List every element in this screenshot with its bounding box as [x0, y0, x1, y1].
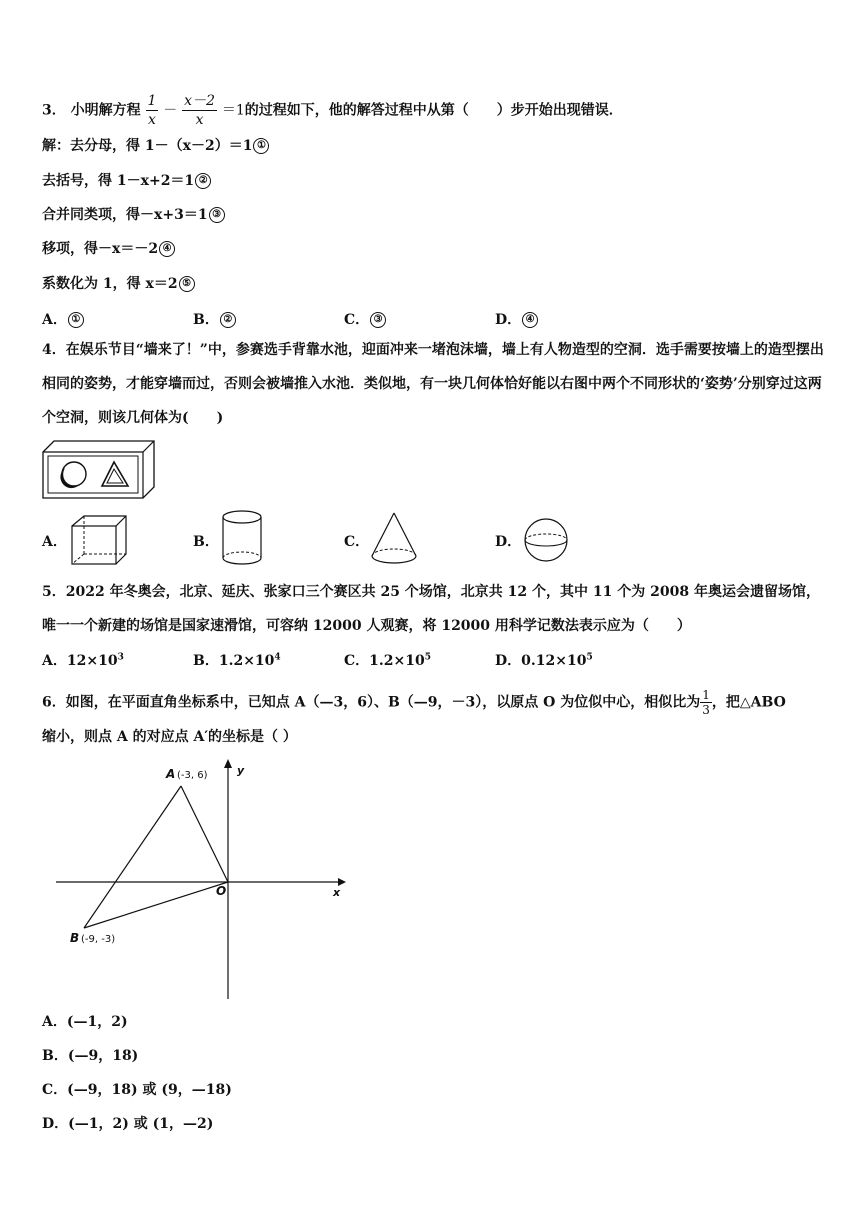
q6-ratio-fraction: $\frac{1}{3}$	[702, 688, 710, 717]
step-marker: ①	[253, 138, 269, 154]
point-a-label: A	[166, 767, 176, 781]
q3-number: 3．	[42, 102, 66, 119]
q6-stem-line-2: 缩小，则点 A 的对应点 A′的坐标是（ ）	[42, 729, 297, 745]
q3-stem	[42, 92, 623, 129]
segment-ab	[84, 786, 181, 928]
q3-lead: 小明解方程	[70, 102, 141, 119]
q3-tail: 的过程如下，他的解答过程中从第（ ）步开始出现错误．	[244, 102, 623, 119]
y-axis-arrow-icon	[224, 759, 232, 768]
q4-option-c-label[interactable]: C．	[344, 534, 370, 550]
q3-step-1: 解：去分母，得 1－（x－2）＝1 ①	[42, 137, 269, 155]
segment-bo	[84, 882, 228, 928]
q6-option-b[interactable]: B．(—9，18)	[42, 1048, 139, 1064]
point-a-coord: (-3, 6)	[177, 770, 208, 781]
cone-icon	[368, 510, 420, 568]
q6-option-d[interactable]: D．(—1，2) 或 (1，—2)	[42, 1116, 214, 1132]
q5-option-a[interactable]: A．$12\times 10^3$	[42, 652, 124, 669]
step-marker: ③	[209, 207, 225, 223]
q3-step-2: 去括号，得 1－x+2＝1 ②	[42, 172, 211, 190]
q3-option-a[interactable]: A． ①	[42, 309, 84, 329]
wall-with-holes-figure	[42, 440, 157, 500]
q5-option-b[interactable]: B．$1.2\times 10^4$	[193, 652, 281, 669]
q3-step-4: 移项，得－x＝－2 ④	[42, 240, 175, 258]
q4-option-a-label[interactable]: A．	[42, 534, 67, 550]
q3-equals: ＝1	[221, 102, 245, 119]
q5-option-c[interactable]: C．$1.2\times 10^5$	[344, 652, 431, 669]
q6-option-a[interactable]: A．(—1，2)	[42, 1014, 128, 1030]
y-axis-label: y	[237, 764, 245, 777]
cube-icon	[68, 512, 130, 568]
q5-stem: 5．2022 年冬奥会，北京、延庆、张家口三个赛区共 25 个场馆，北京共 12 个，其中 11 个为 2008 年奥运会遗留场馆，唯一一个新建的场馆是国家速滑馆，可容纳 12000 人观赛，将 12000 用科学记数法表示应为（ ）	[42, 584, 820, 634]
step-marker: ④	[159, 241, 175, 257]
segment-ao	[181, 786, 228, 882]
point-b-label: B	[70, 931, 80, 945]
x-axis-label: x	[333, 886, 341, 899]
q6-option-c[interactable]: C．(—9，18) 或 (9，—18)	[42, 1082, 232, 1098]
q4-option-b-label[interactable]: B．	[193, 534, 219, 550]
q4-stem: 4．在娱乐节目“墙来了！”中，参赛选手背靠水池，迎面冲来一堵泡沫墙，墙上有人物造型的空洞．选手需要按墙上的造型摆出相同的姿势，才能穿墙而过，否则会被墙推入水池．类似地，有一块几何体恰好能以右图中两个不同形状的‘姿势’分别穿过这两个空洞，则该几何体为( )	[42, 342, 824, 426]
q5-option-d[interactable]: D．$0.12\times 10^5$	[495, 652, 593, 669]
q3-fraction-1: $\frac{1}{x}$	[147, 93, 157, 128]
coordinate-figure	[40, 755, 350, 1005]
step-marker: ⑤	[179, 276, 195, 292]
q4-option-d-label[interactable]: D．	[495, 534, 522, 550]
x-axis-arrow-icon	[338, 878, 346, 886]
origin-label: O	[216, 884, 227, 898]
point-b-coord: (-9, -3)	[81, 934, 116, 945]
cylinder-icon	[219, 508, 265, 568]
q3-option-c[interactable]: C． ③	[344, 309, 386, 329]
q3-step-3: 合并同类项，得－x+3＝1 ③	[42, 206, 225, 224]
q6-stem-line-1: 6．如图，在平面直角坐标系中，已知点 A（—3，6）、B（—9，－3），以原点 O 为位似中心，相似比为 $\frac{1}{3}$ ，把△ABO	[42, 688, 786, 717]
sphere-icon	[522, 516, 570, 564]
step-marker: ②	[195, 173, 211, 189]
q3-option-b[interactable]: B． ②	[193, 309, 236, 329]
q3-fraction-2: $\frac{x-2}{x}$	[184, 93, 215, 128]
q3-step-5: 系数化为 1，得 x＝2 ⑤	[42, 275, 195, 293]
q3-minus: －	[163, 102, 178, 119]
q3-option-d[interactable]: D． ④	[495, 309, 538, 329]
